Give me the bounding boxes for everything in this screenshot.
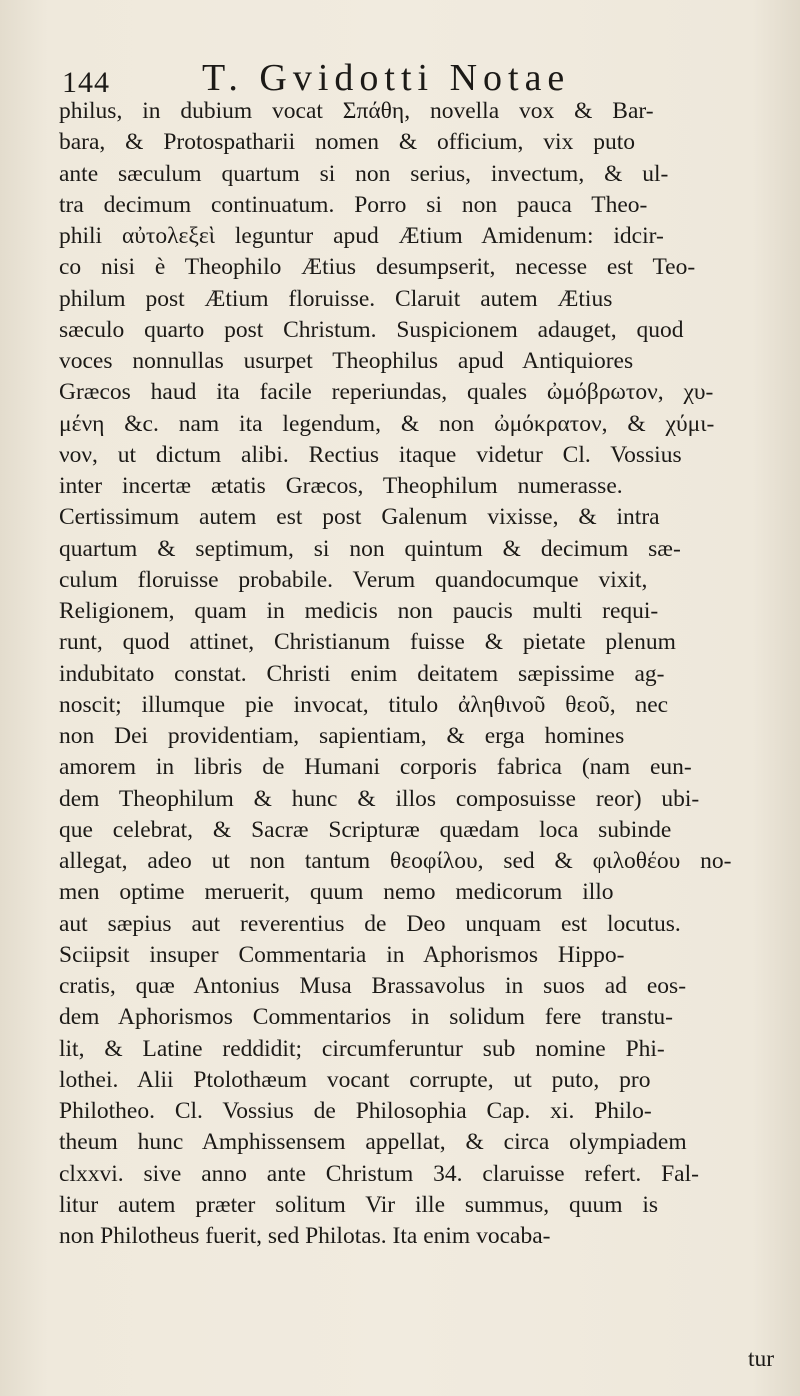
- catchword: tur: [748, 1346, 775, 1372]
- text-line: dem Theophilum & hunc & illos composuisse reor) ubi-: [59, 785, 700, 812]
- text-line: tra decimum continuatum. Porro si non pauca Theo-: [59, 191, 648, 218]
- text-line: allegat, adeo ut non tantum θεοφίλου, sed & φιλοθέου no-: [59, 848, 732, 874]
- text-line: voces nonnullas usurpet Theophilus apud Antiquiores: [59, 348, 634, 374]
- text-line: inter incertæ ætatis Græcos, Theophilum numerasse.: [59, 473, 623, 499]
- text-line: runt, quod attinet, Christianum fuisse & pietate plenum: [59, 629, 676, 656]
- running-head: T. Gvidotti Notae: [202, 57, 571, 99]
- text-line: Græcos haud ita facile reperiundas, quales ὠμόβρωτον, χυ-: [59, 379, 714, 406]
- text-line: Religionem, quam in medicis non paucis multi requi-: [59, 598, 659, 624]
- text-line: cratis, quæ Antonius Musa Brassavolus in suos ad eos-: [59, 973, 687, 999]
- text-line: lothei. Alii Ptolothæum vocant corrupte, ut puto, pro: [59, 1066, 651, 1093]
- text-line: indubitato constat. Christi enim deitatem sæpissime ag-: [59, 660, 665, 687]
- text-line: theum hunc Amphissensem appellat, & circa olympiadem: [59, 1129, 687, 1156]
- text-line: que celebrat, & Sacræ Scripturæ quædam loca subinde: [59, 816, 672, 843]
- text-line: co nisi è Theophilo Ætius desumpserit, necesse est Teo-: [59, 254, 696, 281]
- text-line: Philotheo. Cl. Vossius de Philosophia Cap. xi. Philo-: [59, 1098, 652, 1124]
- text-line: aut sæpius aut reverentius de Deo unquam est locutus.: [59, 910, 681, 937]
- text-line: litur autem præter solitum Vir ille summus, quum is: [59, 1191, 659, 1218]
- text-line: sæculo quarto post Christum. Suspicionem adauget, quod: [59, 316, 684, 343]
- text-line: Sciipsit insuper Commentaria in Aphorismos Hippo-: [59, 941, 625, 968]
- text-line: νον, ut dictum alibi. Rectius itaque videtur Cl. Vossius: [59, 441, 682, 468]
- text-line: quartum & septimum, si non quintum & decimum sæ-: [59, 535, 681, 562]
- text-line: clxxvi. sive anno ante Christum 34. claruisse refert. Fal-: [59, 1160, 699, 1187]
- text-line: men optime meruerit, quum nemo medicorum illo: [59, 879, 614, 906]
- text-line: dem Aphorismos Commentarios in solidum fere transtu-: [59, 1004, 673, 1031]
- text-line: non Philotheus fuerit, sed Philotas. Ita enim vocaba-: [59, 1223, 551, 1249]
- page-header: [62, 52, 762, 102]
- text-line: phili αὐτολεξεὶ leguntur apud Ætium Amidenum: idcir-: [59, 223, 664, 249]
- text-line: Certissimum autem est post Galenum vixisse, & intra: [59, 504, 660, 531]
- text-line: culum floruisse probabile. Verum quandocumque vixit,: [59, 566, 648, 593]
- body-text: [59, 96, 795, 1252]
- text-line: lit, & Latine reddidit; circumferuntur sub nomine Phi-: [59, 1035, 665, 1062]
- text-line: philus, in dubium vocat Σπάθη, novella vox & Bar-: [59, 98, 654, 124]
- text-line: philum post Ætium floruisse. Claruit autem Ætius: [59, 285, 613, 312]
- text-line: amorem in libris de Humani corporis fabrica (nam eun-: [59, 754, 692, 781]
- text-line: μένη &c. nam ita legendum, & non ὠμόκρατον, & χύμι-: [59, 410, 715, 437]
- text-line: bara, & Protospatharii nomen & officium, vix puto: [59, 129, 635, 156]
- page-number: 144: [62, 66, 110, 99]
- text-line: noscit; illumque pie invocat, titulo ἀληθινοῦ θεοῦ, nec: [59, 691, 669, 718]
- text-line: non Dei providentiam, sapientiam, & erga homines: [59, 723, 625, 749]
- text-line: ante sæculum quartum si non serius, invectum, & ul-: [59, 160, 669, 187]
